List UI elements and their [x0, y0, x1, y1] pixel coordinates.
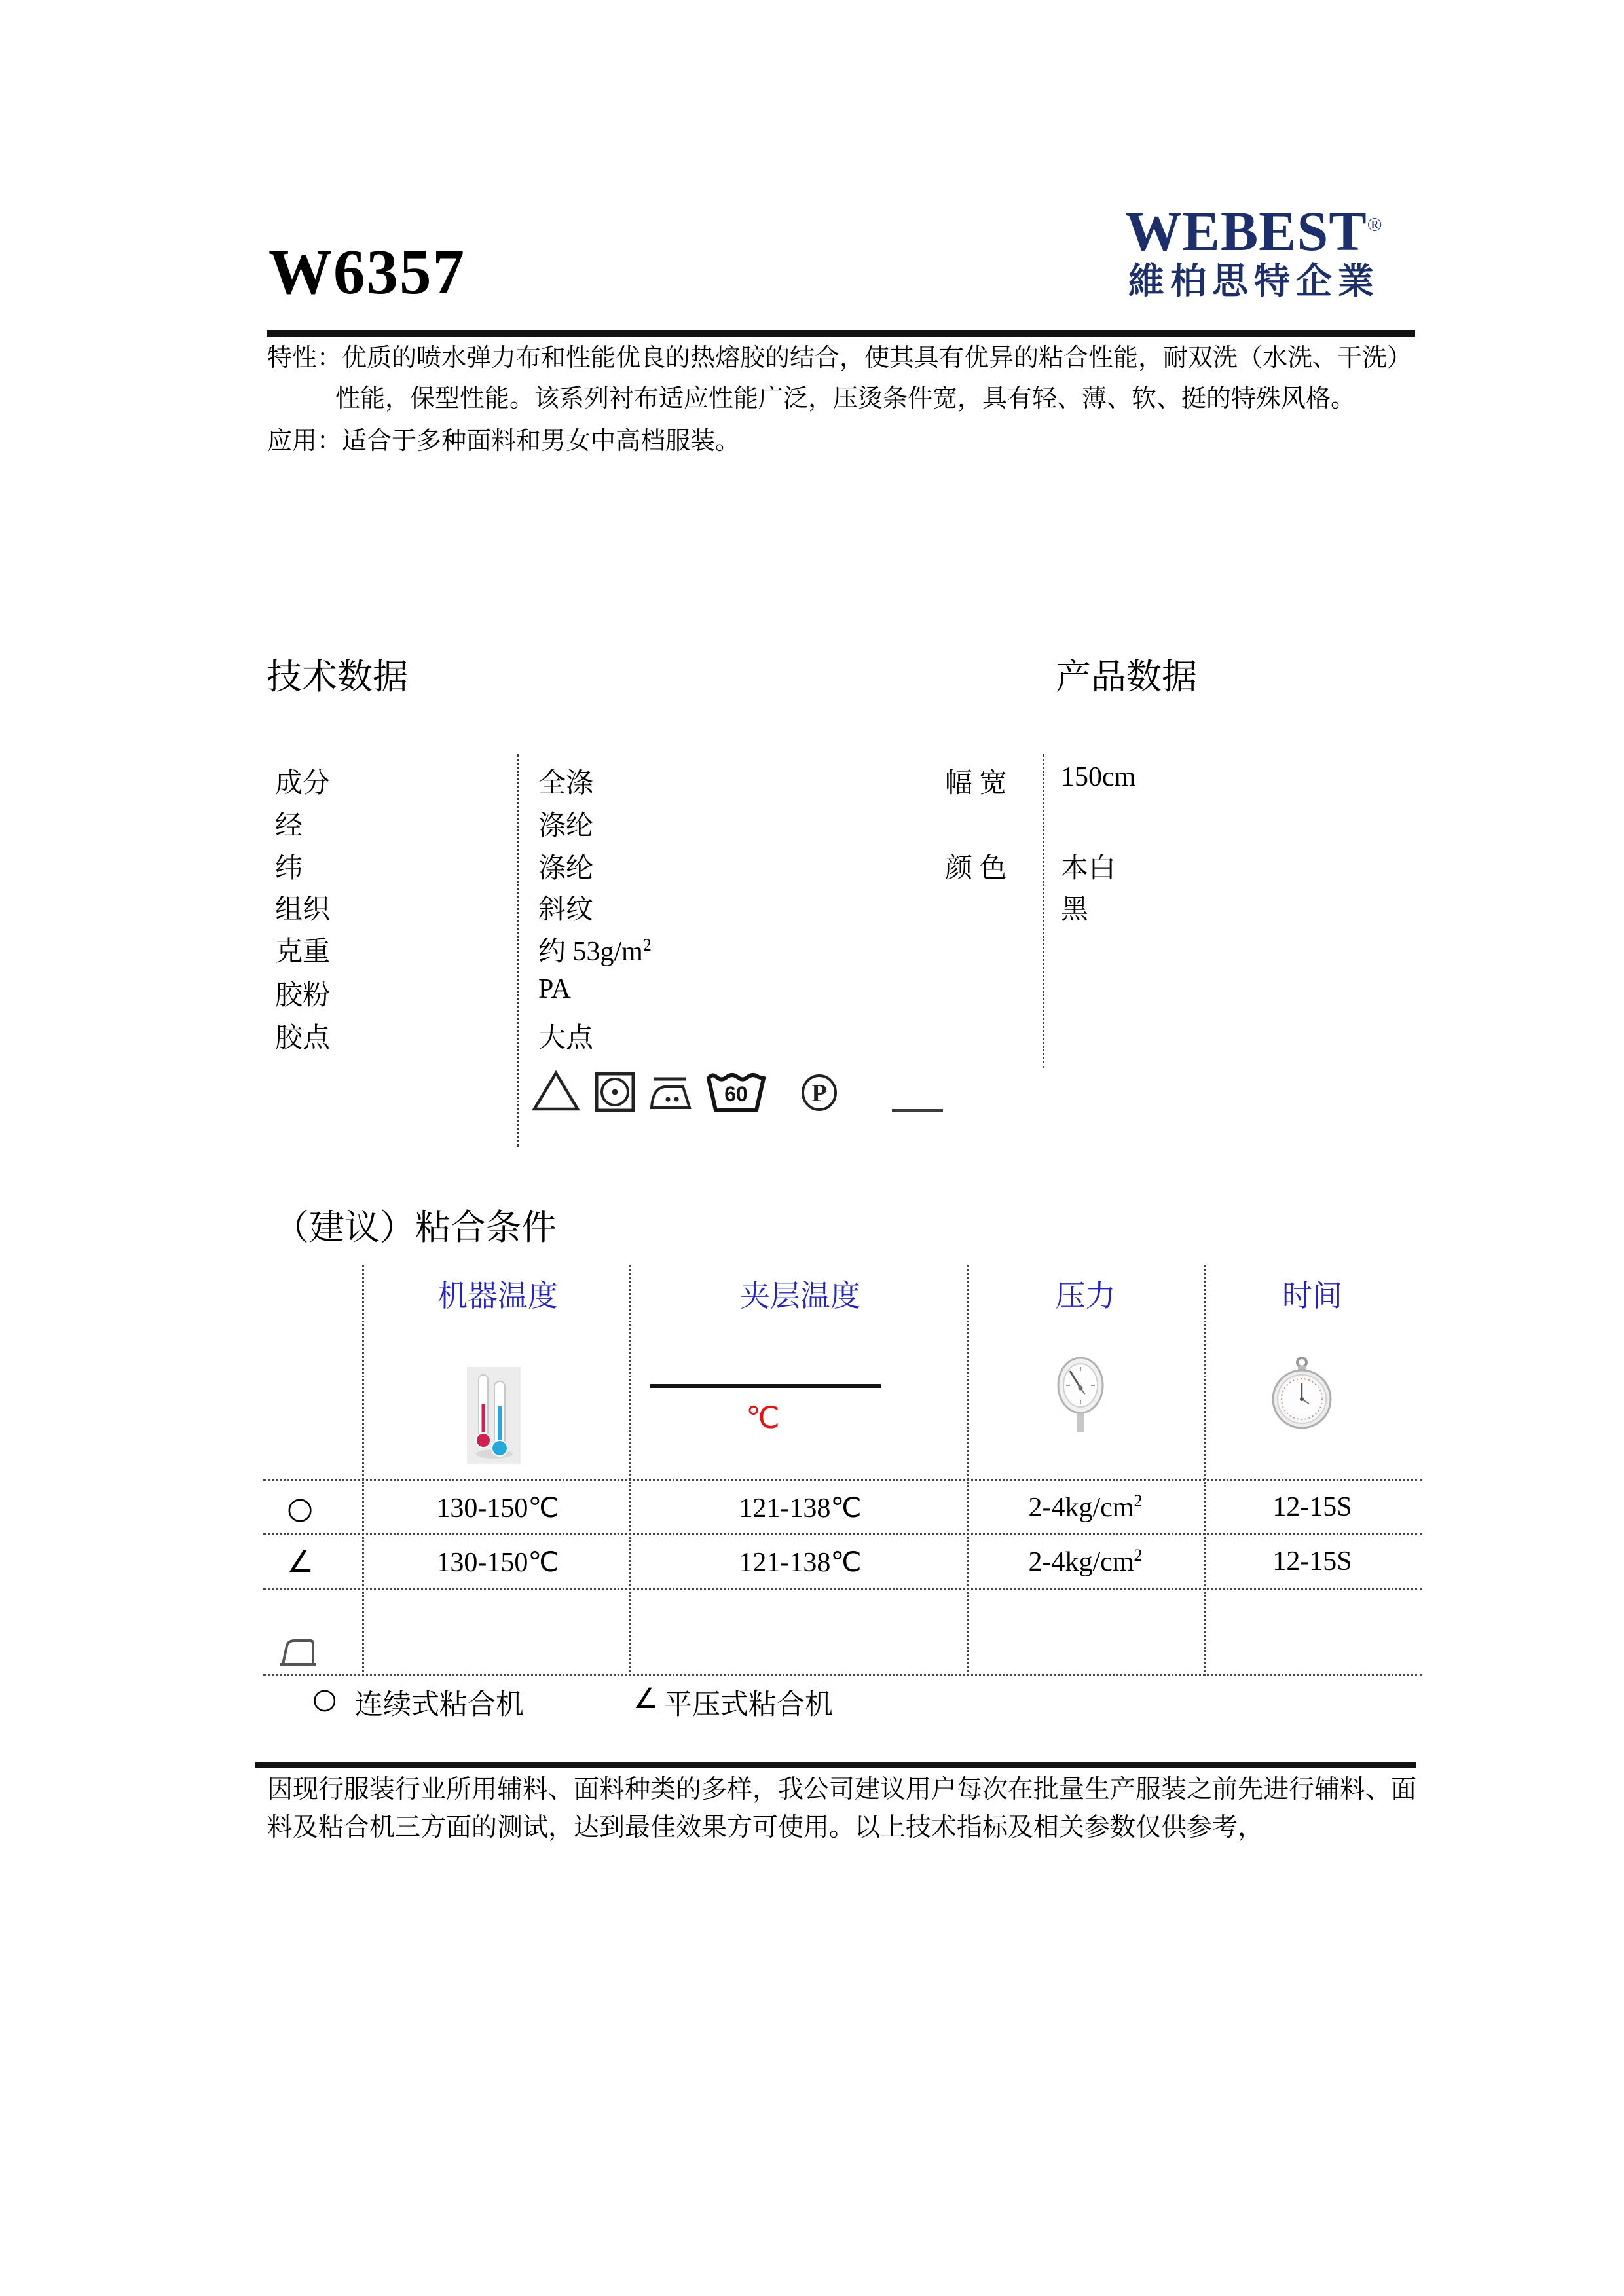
legend-angle-symbol: ∠ — [633, 1683, 659, 1715]
tech-value-weight — [538, 930, 652, 969]
bonding-conditions-title: （建议）粘合条件 — [274, 1208, 557, 1247]
bonding-col-divider-1 — [362, 1265, 364, 1676]
tech-value-warp: 涤纶 — [538, 811, 594, 841]
line-dry-dash-icon — [892, 1109, 943, 1112]
footer-note-line-1: 因现行服装行业所用辅料、面料种类的多样，我公司建议用户每次在批量生产服装之前先进行辅料、面 — [267, 1776, 1417, 1804]
bleach-triangle-icon — [532, 1070, 580, 1112]
stopwatch-icon — [1272, 1355, 1332, 1430]
row2-pressure-text: 2-4kg/cm — [1028, 1547, 1134, 1577]
column-header-time: 时间 — [1282, 1279, 1342, 1313]
iron-two-dots-icon — [648, 1074, 695, 1112]
iron-silhouette-icon — [278, 1633, 318, 1669]
wash-60-icon — [705, 1068, 767, 1114]
application-line: 应用：适合于多种面料和男女中高档服装。 — [267, 428, 741, 455]
product-value-color-1: 本白 — [1061, 854, 1116, 884]
row2-symbol-angle: ∠ — [287, 1544, 314, 1579]
row2-time: 12-15S — [1272, 1546, 1352, 1576]
row1-pressure-text: 2-4kg/cm — [1028, 1493, 1134, 1523]
header-divider — [267, 330, 1415, 337]
bonding-row-divider-2 — [263, 1533, 1422, 1535]
bonding-col-divider-4 — [1204, 1265, 1206, 1676]
bonding-col-divider-2 — [629, 1265, 631, 1676]
weight-superscript: 2 — [642, 936, 652, 955]
bonding-row-divider-3 — [263, 1588, 1422, 1590]
tech-value-weft: 涤纶 — [538, 854, 594, 884]
tech-data-title: 技术数据 — [267, 657, 408, 697]
page-title: W6357 — [268, 237, 466, 307]
row1-symbol-circle: ○ — [287, 1490, 314, 1525]
product-value-width: 150cm — [1061, 762, 1136, 792]
row2-pressure-superscript: 2 — [1134, 1546, 1143, 1565]
row1-time: 12-15S — [1272, 1492, 1352, 1522]
footer-note-line-2: 料及粘合机三方面的测试，达到最佳效果方可使用。以上技术指标及相关参数仅供参考， — [267, 1813, 1264, 1842]
legend-circle-symbol: ○ — [312, 1683, 337, 1715]
product-label-width: 幅 宽 — [945, 769, 1007, 799]
legend-circle-text: 连续式粘合机 — [355, 1690, 524, 1721]
column-header-machine-temp: 机器温度 — [437, 1279, 558, 1313]
column-header-interlayer-temp: 夹层温度 — [740, 1279, 860, 1313]
tech-value-adhesive: PA — [538, 974, 571, 1004]
tech-label-composition: 成分 — [275, 769, 331, 799]
column-header-pressure: 压力 — [1055, 1279, 1116, 1313]
company-logo — [1113, 200, 1395, 301]
bonding-row-divider-4 — [263, 1674, 1422, 1676]
row1-pressure-superscript: 2 — [1134, 1491, 1143, 1510]
row2-interlayer-temp: 121-138℃ — [739, 1548, 862, 1578]
row1-pressure — [967, 1491, 1204, 1523]
row1-interlayer-temp: 121-138℃ — [739, 1493, 862, 1523]
thermometer-icon — [467, 1367, 521, 1464]
tech-label-adhesive: 胶粉 — [275, 981, 331, 1011]
dryclean-p-icon — [800, 1074, 838, 1112]
brand-wordmark — [1113, 200, 1395, 263]
company-name: 維柏思特企業 — [1128, 261, 1380, 301]
tech-table-divider — [517, 754, 519, 1147]
product-table-divider — [1043, 754, 1044, 1068]
product-data-title: 产品数据 — [1056, 657, 1197, 697]
tech-label-dot: 胶点 — [275, 1023, 331, 1053]
brand-text: WEBEST — [1125, 200, 1367, 263]
dryclean-letter-label: P — [811, 1080, 827, 1107]
wash-temperature-label: 60 — [724, 1082, 748, 1106]
footer-divider — [255, 1762, 1416, 1768]
tech-label-weft: 纬 — [275, 854, 303, 884]
row2-machine-temp: 130-150℃ — [436, 1548, 559, 1578]
tech-value-weave: 斜纹 — [538, 895, 594, 925]
row1-machine-temp: 130-150℃ — [436, 1493, 559, 1523]
row2-pressure — [967, 1546, 1204, 1578]
tech-value-dot: 大点 — [538, 1023, 594, 1053]
tech-label-weight: 克重 — [275, 937, 331, 967]
tech-label-weave: 组织 — [275, 895, 331, 925]
bonding-row-divider-1 — [263, 1479, 1422, 1481]
bonding-col-divider-3 — [967, 1265, 969, 1676]
tech-label-warp: 经 — [275, 811, 303, 841]
tech-value-composition: 全涤 — [538, 769, 594, 799]
pressure-gauge-icon — [1054, 1354, 1107, 1434]
tumble-dry-icon — [594, 1071, 636, 1113]
registered-trademark-icon: ® — [1367, 213, 1383, 236]
product-label-color: 颜 色 — [945, 854, 1007, 884]
feature-line-2: 性能，保型性能。该系列衬布适应性能广泛，压烫条件宽，具有轻、薄、软、挺的特殊风格。 — [335, 385, 1356, 412]
weight-text: 约 53g/m — [538, 937, 643, 967]
feature-line-1: 特性：优质的喷水弹力布和性能优良的热熔胶的结合，使其具有优异的粘合性能，耐双洗（水洗、干洗） — [267, 344, 1412, 372]
celsius-label: ℃ — [746, 1401, 780, 1434]
product-value-color-2: 黑 — [1061, 895, 1089, 925]
interlayer-temp-line — [650, 1384, 881, 1388]
legend-angle-text: 平压式粘合机 — [664, 1690, 833, 1721]
